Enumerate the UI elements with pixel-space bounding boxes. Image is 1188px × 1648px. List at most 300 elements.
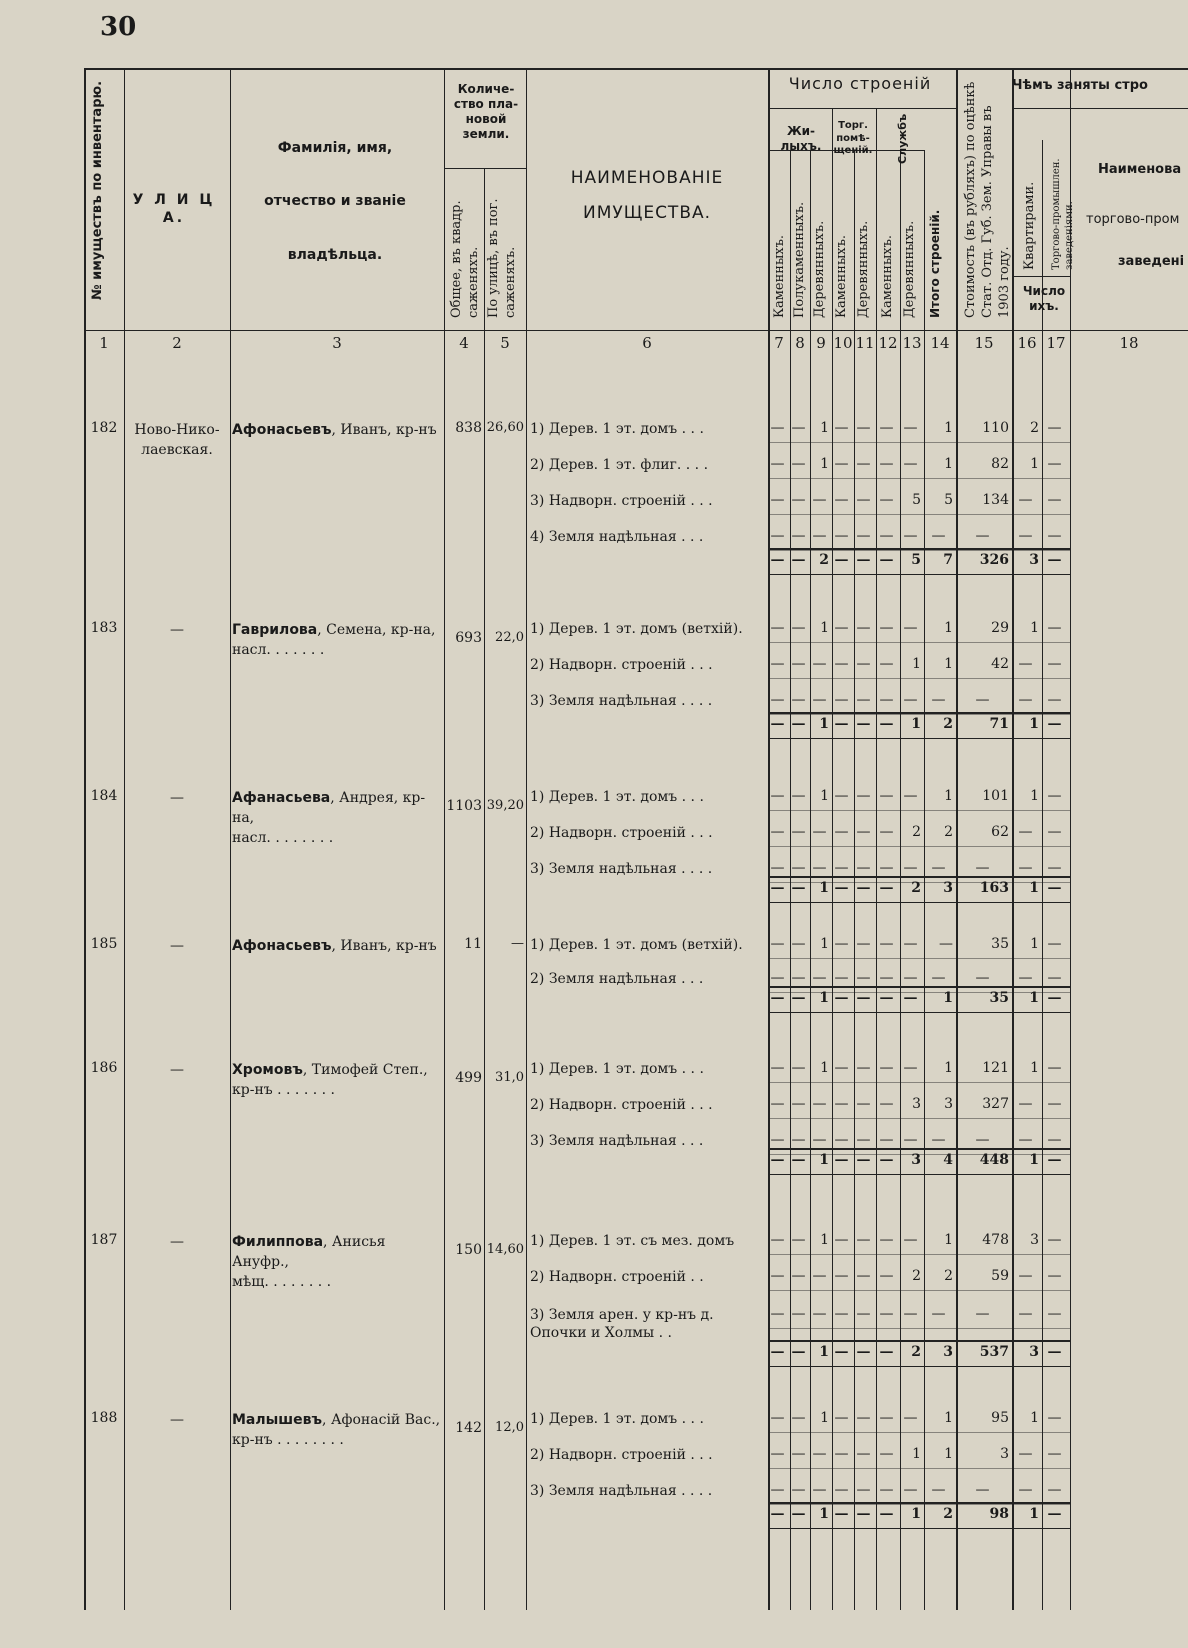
header-property-line1: НАИМЕНОВАНІЕ [570,168,724,188]
cell-c16: — [1018,1268,1033,1284]
cell-c13: — [903,528,918,544]
cell-c14: — [931,860,946,876]
cell-c8: — [791,1096,806,1112]
cell-c15: 42 [991,656,1009,672]
inventory-number: 187 [90,1232,118,1248]
street-name: — [170,1234,184,1250]
header-land-total: Общее, въ квадр. саженяхъ. [449,200,481,318]
cell-c15: — [975,528,990,544]
total-c13: 5 [911,552,921,568]
cell-c7: — [770,492,785,508]
land-frontage: 22,0 [495,630,524,645]
total-c17: — [1047,880,1062,896]
header-inventory-number: № имуществъ по инвентарю. [90,80,105,300]
cell-c7: — [770,1232,785,1248]
header-living: Жи-лыхъ. [780,124,822,153]
cell-c14: 1 [944,456,953,472]
cell-c8: — [791,1306,806,1322]
item-row-line [768,1254,1070,1255]
cell-c17: — [1047,1306,1062,1322]
total-c17: — [1047,1152,1062,1168]
land-frontage: — [511,936,524,951]
cell-c8: — [791,1132,806,1148]
cell-c8: — [791,936,806,952]
total-c9: 1 [819,1506,829,1522]
cell-c13: — [903,420,918,436]
cell-c13: — [903,692,918,708]
cell-c7: — [770,1410,785,1426]
cell-c14: 3 [944,1096,953,1112]
cell-c7: — [770,656,785,672]
cell-c14: — [931,1306,946,1322]
cell-c12: — [879,1306,894,1322]
property-item: 1) Дерев. 1 эт. съ мез. домъ [530,1233,735,1249]
cell-c9: — [812,1268,827,1284]
column-number: 5 [500,334,510,352]
cell-c9: 1 [820,1232,829,1248]
land-area: 142 [455,1420,482,1436]
item-row-line [768,846,1070,847]
cell-c16: — [1018,1132,1033,1148]
property-item: 3) Земля надѣльная . . . [530,1133,704,1149]
item-row-line [768,1468,1070,1469]
column-number: 4 [459,334,469,352]
buildings-subheader-line [768,108,956,109]
total-c14: 3 [943,880,953,896]
total-c12: — [879,716,894,732]
header-occupied: Чѣмъ заняты стро [1012,78,1148,93]
cell-c8: — [791,1232,806,1248]
header-property-line2: ИМУЩЕСТВА. [582,203,712,223]
total-bottom-line [768,574,1070,575]
item-row-line [768,714,1070,715]
cell-c17: — [1047,420,1062,436]
total-c10: — [834,1506,849,1522]
cell-c13: 1 [912,1446,921,1462]
total-top-line [768,712,1070,714]
cell-c10: — [834,1410,849,1426]
owner-surname: Хромовъ [232,1062,303,1078]
header-c18-line3: заведені [1118,254,1185,269]
total-c9: 2 [819,552,829,568]
cell-c15: 59 [991,1268,1009,1284]
cell-c12: — [879,1446,894,1462]
cell-c9: 1 [820,788,829,804]
total-top-line [768,1502,1070,1504]
cell-c8: — [791,420,806,436]
total-c8: — [791,1152,806,1168]
cell-c12: — [879,620,894,636]
cell-c11: — [856,824,871,840]
cell-c16: 2 [1030,420,1039,436]
column-line [230,68,231,1610]
header-c7: Каменныхъ. [772,234,787,318]
total-c17: — [1047,990,1062,1006]
cell-c12: — [879,824,894,840]
cell-c12: — [879,692,894,708]
header-buildings: Число строеній [788,74,932,93]
cell-c8: — [791,860,806,876]
cell-c8: — [791,528,806,544]
total-c10: — [834,1344,849,1360]
cell-c9: — [812,860,827,876]
column-number: 12 [878,334,898,352]
property-item: 2) Надворн. строеній . . . [530,825,713,841]
cell-c7: — [770,1446,785,1462]
header-land: Количе-ство пла-новой земли. [453,82,519,141]
total-c7: — [770,880,785,896]
header-owner-line1: Фамилія, имя, [277,140,393,156]
cell-c13: — [903,788,918,804]
cell-c14: 1 [944,1410,953,1426]
cell-c14: 2 [944,824,953,840]
owner-given: , Иванъ, кр-нъ [331,938,437,954]
header-trade: Торг. помѣ-щеній. [833,120,873,156]
total-c15: 326 [979,552,1009,568]
cell-c10: — [834,420,849,436]
total-c16: 1 [1029,1152,1039,1168]
inventory-number: 182 [90,420,118,436]
cell-c8: — [791,620,806,636]
cell-c13: — [903,1132,918,1148]
cell-c10: — [834,528,849,544]
cell-c10: — [834,1132,849,1148]
owner-surname: Малышевъ [232,1412,323,1428]
cell-c17: — [1047,860,1062,876]
cell-c12: — [879,1232,894,1248]
total-c17: — [1047,552,1062,568]
total-c14: 2 [943,1506,953,1522]
land-area: 11 [464,936,482,952]
cell-c15: — [975,1132,990,1148]
item-row-line [768,958,1070,959]
cell-c8: — [791,692,806,708]
header-c13: Деревянныхъ. [902,220,917,318]
inventory-number: 186 [90,1060,118,1076]
property-item: 1) Дерев. 1 эт. домъ . . . [530,421,704,437]
cell-c17: — [1047,656,1062,672]
cell-c7: — [770,528,785,544]
owner-given: , Иванъ, кр-нъ [331,422,437,438]
cell-c8: — [791,970,806,986]
column-number: 7 [774,334,784,352]
total-c15: 35 [989,990,1009,1006]
header-owner-line3: владѣльца. [287,247,383,263]
cell-c9: — [812,692,827,708]
cell-c10: — [834,970,849,986]
total-c13: — [903,990,918,1006]
total-c17: — [1047,716,1062,732]
total-c14: 7 [943,552,953,568]
cell-c8: — [791,492,806,508]
header-owner-line2: отчество и званіе [264,193,406,209]
cell-c15: 478 [982,1232,1009,1248]
total-c13: 2 [911,1344,921,1360]
total-c11: — [856,1152,871,1168]
item-row-line [768,1118,1070,1119]
cell-c15: — [975,970,990,986]
cell-c16: 3 [1030,1232,1039,1248]
cell-c12: — [879,1482,894,1498]
total-c13: 3 [911,1152,921,1168]
total-c12: — [879,552,894,568]
item-row-line [768,810,1070,811]
cell-c13: — [903,1482,918,1498]
cell-c12: — [879,492,894,508]
cell-c13: — [903,456,918,472]
column-number: 15 [974,334,994,352]
total-c7: — [770,1152,785,1168]
cell-c15: 101 [982,788,1009,804]
land-area: 838 [455,420,482,436]
cell-c11: — [856,1096,871,1112]
cell-c11: — [856,936,871,952]
cell-c14: — [939,936,953,952]
cell-c12: — [879,1410,894,1426]
cell-c12: — [879,456,894,472]
cell-c14: 2 [944,1268,953,1284]
cell-c7: — [770,1060,785,1076]
property-item: 2) Надворн. строеній . . . [530,1097,713,1113]
owner-surname: Афанасьева [232,790,331,806]
cell-c12: — [879,1060,894,1076]
total-bottom-line [768,902,1070,903]
land-frontage: 39,20 [486,798,524,813]
item-row-line [768,678,1070,679]
header-c14: Итого строеній. [928,209,942,318]
total-c8: — [791,1506,806,1522]
service-divider [876,108,877,150]
property-item: 3) Земля надѣльная . . . . [530,1483,713,1499]
total-c9: 1 [819,1152,829,1168]
cell-c7: — [770,1096,785,1112]
total-top-line [768,1148,1070,1150]
item-row-line [768,1082,1070,1083]
total-c7: — [770,1344,785,1360]
cell-c17: — [1047,1410,1062,1426]
cell-c13: — [903,970,918,986]
cell-c7: — [770,936,785,952]
land-area: 693 [455,630,482,646]
cell-c15: 62 [991,824,1009,840]
property-item: 2) Дерев. 1 эт. флиг. . . . [530,457,709,473]
total-c10: — [834,716,849,732]
cell-c15: 82 [991,456,1009,472]
cell-c7: — [770,456,785,472]
cell-c16: 1 [1030,456,1039,472]
total-c14: 3 [943,1344,953,1360]
cell-c13: — [903,1306,918,1322]
item-row-line [768,642,1070,643]
cell-c11: — [856,970,871,986]
column-number: 13 [902,334,922,352]
cell-c9: 1 [820,456,829,472]
cell-c8: — [791,788,806,804]
cell-c16: 1 [1030,788,1039,804]
header-c10: Каменныхъ. [834,234,849,318]
cell-c15: 327 [982,1096,1009,1112]
total-c16: 1 [1029,880,1039,896]
owner-name [232,788,442,848]
total-c13: 1 [911,1506,921,1522]
cell-c17: — [1047,1132,1062,1148]
total-c15: 163 [979,880,1009,896]
cell-c14: 1 [944,1446,953,1462]
total-c14: 4 [943,1152,953,1168]
total-c13: 2 [911,880,921,896]
column-number: 3 [332,334,342,352]
column-line [84,68,86,1610]
cell-c9: 1 [820,1060,829,1076]
cell-c9: — [812,656,827,672]
cell-c15: 35 [991,936,1009,952]
total-c15: 71 [989,716,1009,732]
cell-c14: — [931,528,946,544]
header-c8: Полукаменныхъ. [792,201,807,318]
cell-c16: — [1018,492,1033,508]
cell-c15: 134 [982,492,1009,508]
cell-c12: — [879,1268,894,1284]
column-number: 1 [99,334,109,352]
total-c8: — [791,990,806,1006]
inventory-number: 184 [90,788,118,804]
cell-c10: — [834,492,849,508]
cell-c13: — [903,620,918,636]
owner-given: , Семена, кр-на, [317,622,436,638]
land-area: 499 [455,1070,482,1086]
cell-c10: — [834,936,849,952]
cell-c11: — [856,1268,871,1284]
cell-c7: — [770,970,785,986]
property-item: 3) Надворн. строеній . . . [530,493,713,509]
owner-surname: Афонасьевъ [232,938,332,954]
column-line [444,68,445,1610]
cell-c8: — [791,1482,806,1498]
property-item: 3) Земля надѣльная . . . . [530,693,713,709]
total-c12: — [879,1344,894,1360]
cell-c10: — [834,456,849,472]
total-bottom-line [768,1174,1070,1175]
owner-name [232,420,442,440]
land-frontage: 31,0 [495,1070,524,1085]
total-c9: 1 [819,990,829,1006]
total-c11: — [856,552,871,568]
total-c16: 3 [1029,1344,1039,1360]
cell-c14: — [931,970,946,986]
cell-c12: — [879,528,894,544]
cell-c15: — [975,1306,990,1322]
occupied-subheader-line [1012,108,1188,109]
total-c7: — [770,1506,785,1522]
cell-c17: — [1047,1096,1062,1112]
cell-c10: — [834,1096,849,1112]
header-c11: Деревянныхъ. [856,220,871,318]
cell-c17: — [1047,528,1062,544]
land-frontage: 14,60 [486,1242,524,1257]
property-item: 2) Надворн. строеній . . [530,1269,704,1285]
property-item: 2) Земля надѣльная . . . [530,971,704,987]
total-c12: — [879,1152,894,1168]
property-item: 2) Надворн. строеній . . . [530,657,713,673]
cell-c16: — [1018,692,1033,708]
owner-name [232,936,442,956]
cell-c11: — [856,788,871,804]
cell-c7: — [770,824,785,840]
column-line [526,68,527,1610]
total-c17: — [1047,1506,1062,1522]
cell-c15: 110 [982,420,1009,436]
total-c8: — [791,880,806,896]
cell-c15: 95 [991,1410,1009,1426]
cell-c8: — [791,824,806,840]
header-bottom-border [84,330,1188,331]
column-line [484,168,485,1610]
cell-c16: — [1018,824,1033,840]
cell-c9: — [812,492,827,508]
item-row-line [768,550,1070,551]
cell-c9: — [812,1132,827,1148]
street-name: — [170,938,184,954]
cell-c14: 1 [944,656,953,672]
cell-c13: 2 [912,1268,921,1284]
cell-c16: 1 [1030,1060,1039,1076]
cell-c13: — [903,1410,918,1426]
cell-c14: 1 [944,420,953,436]
cell-c9: 1 [820,936,829,952]
cell-c16: — [1018,528,1033,544]
total-bottom-line [768,1528,1070,1529]
cell-c12: — [879,970,894,986]
cell-c16: — [1018,1446,1033,1462]
item-row-line [768,514,1070,515]
land-frontage: 12,0 [495,1420,524,1435]
item-row-line [768,478,1070,479]
header-c15: Стоимость (въ рубляхъ) по оцѣнкѣ Стат. Отд. Губ. Зем. Управы въ 1903 году. [963,81,1012,318]
cell-c14: — [931,1132,946,1148]
total-bottom-line [768,1366,1070,1367]
cell-c7: — [770,420,785,436]
cell-c16: — [1018,1096,1033,1112]
cell-c8: — [791,1268,806,1284]
total-c15: 98 [989,1506,1009,1522]
owner-surname: Афонасьевъ [232,422,332,438]
total-c8: — [791,716,806,732]
column-number: 2 [172,334,182,352]
header-c12: Каменныхъ. [880,234,895,318]
cell-c11: — [856,656,871,672]
cell-c7: — [770,788,785,804]
total-bottom-line [768,1012,1070,1013]
item-row-line [768,1290,1070,1291]
table-top-border [84,68,1188,70]
cell-c8: — [791,1446,806,1462]
cell-c9: — [812,1446,827,1462]
total-c15: 537 [979,1344,1009,1360]
cell-c8: — [791,656,806,672]
property-item: 1) Дерев. 1 эт. домъ . . . [530,1411,704,1427]
owner-status: мѣщ. . . . . . . . [232,1274,332,1290]
cell-c11: — [856,492,871,508]
cell-c10: — [834,1306,849,1322]
total-c7: — [770,552,785,568]
total-c16: 3 [1029,552,1039,568]
cell-c10: — [834,1446,849,1462]
land-subheader-line [444,168,526,169]
land-area: 150 [455,1242,482,1258]
inventory-number: 185 [90,936,118,952]
total-c9: 1 [819,716,829,732]
total-c12: — [879,880,894,896]
